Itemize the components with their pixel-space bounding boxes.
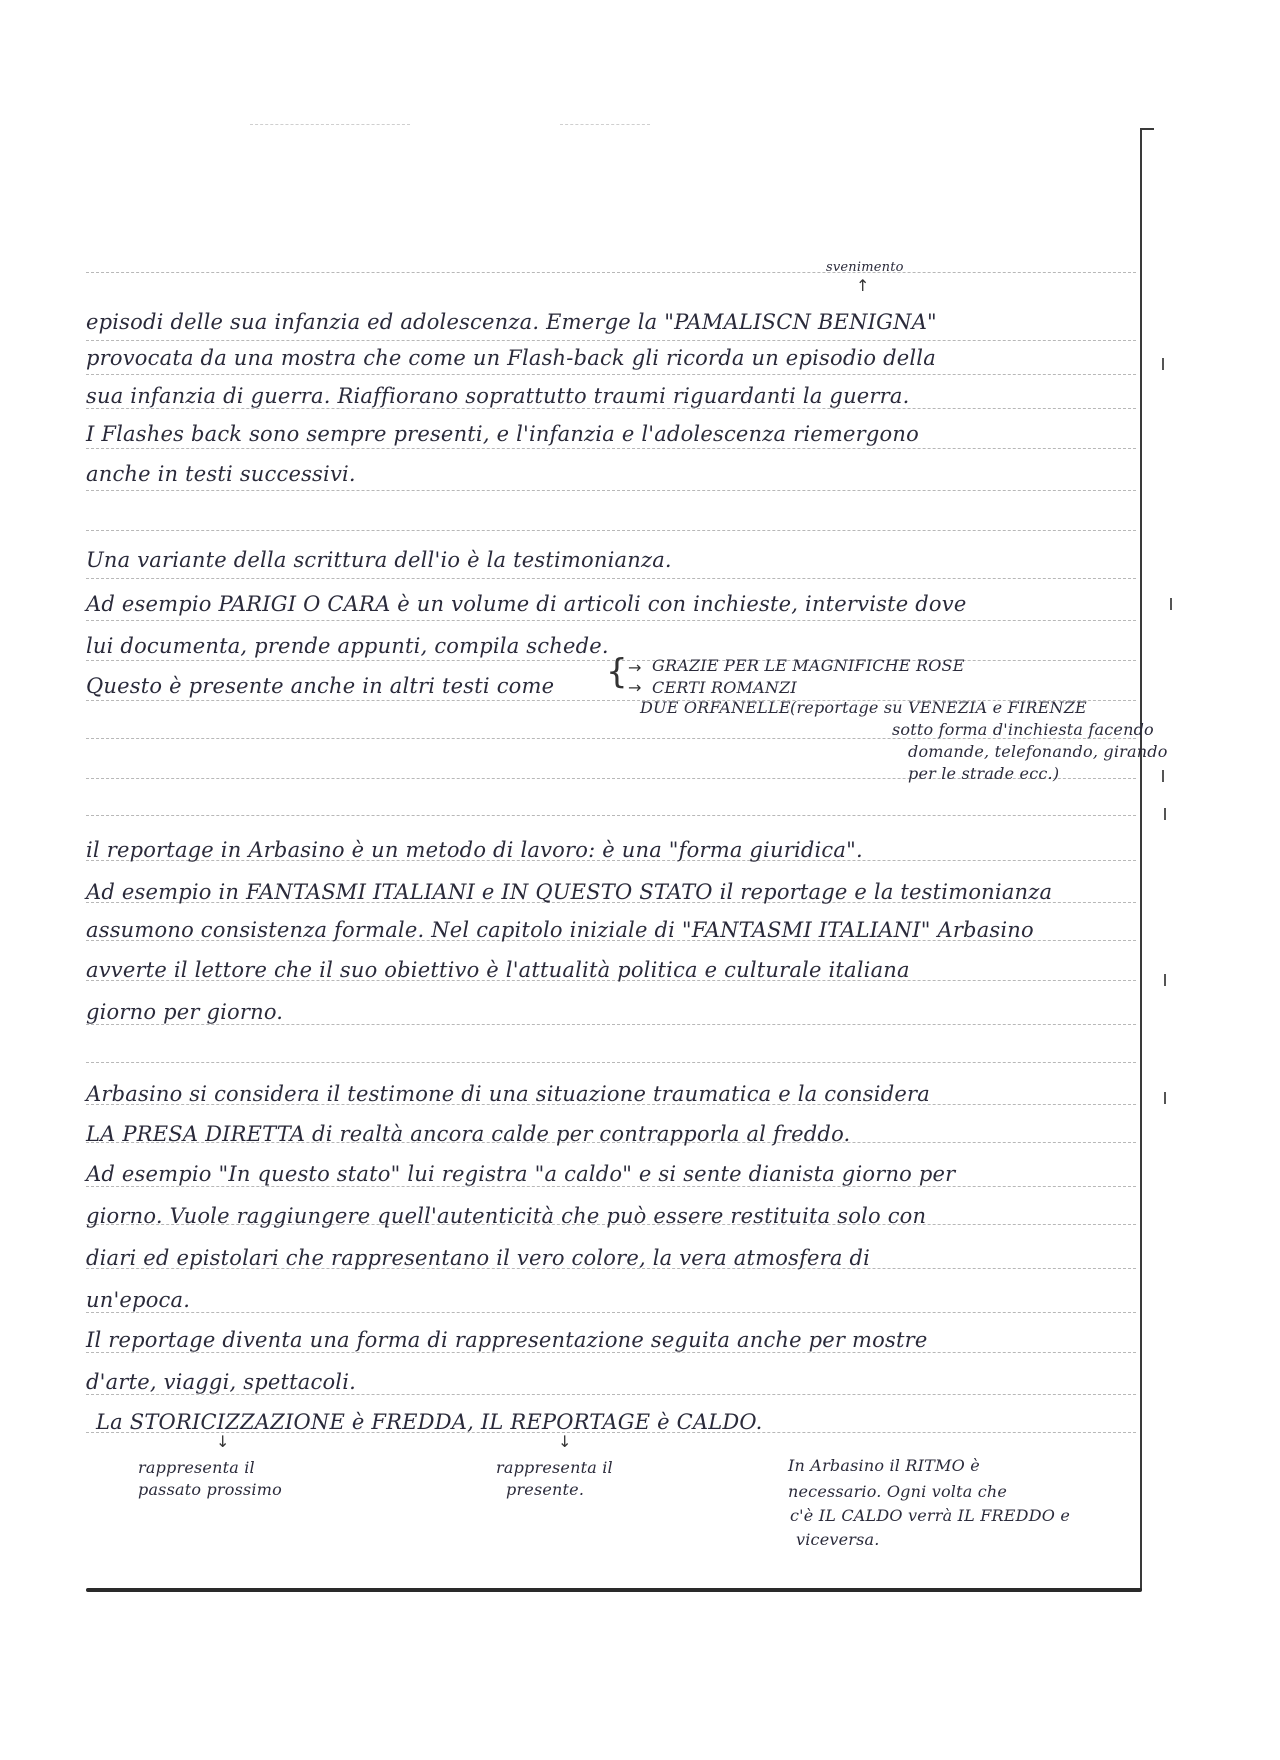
ruled-line xyxy=(86,1394,1136,1395)
margin-rule xyxy=(1140,130,1142,1590)
example-note: (reportage su VENEZIA e FIRENZE xyxy=(790,698,1087,717)
example-note: domande, telefonando, girando xyxy=(908,742,1168,761)
text-line: d'arte, viaggi, spettacoli. xyxy=(86,1370,357,1394)
example-note: sotto forma d'inchiesta facendo xyxy=(892,720,1154,739)
ruled-line xyxy=(250,124,410,125)
text-line: Arbasino si considera il testimone di una situazione traumatica e la considera xyxy=(86,1082,930,1106)
margin-tick xyxy=(1162,358,1164,370)
ruled-line xyxy=(86,408,1136,409)
margin-tick xyxy=(1164,808,1166,820)
ruled-line xyxy=(86,1312,1136,1313)
footnote-left: passato prossimo xyxy=(138,1480,282,1499)
text-line: Questo è presente anche in altri testi come xyxy=(86,674,555,698)
example-note: per le strade ecc.) xyxy=(908,764,1060,783)
footnote-right: c'è IL CALDO verrà IL FREDDO e xyxy=(790,1506,1071,1525)
text-line: provocata da una mostra che come un Flash-back gli ricorda un episodio della xyxy=(86,346,936,370)
ruled-line xyxy=(86,490,1136,491)
ruled-line xyxy=(86,815,1136,816)
example-title: DUE ORFANELLE xyxy=(640,698,791,717)
ruled-line xyxy=(86,272,1136,273)
margin-tick xyxy=(1162,770,1164,782)
footnote-right: necessario. Ogni volta che xyxy=(788,1482,1008,1501)
example-title: CERTI ROMANZI xyxy=(652,678,797,697)
text-line: assumono consistenza formale. Nel capitolo iniziale di "FANTASMI ITALIANI" Arbasino xyxy=(86,918,1034,942)
text-line: Ad esempio PARIGI O CARA è un volume di articoli con inchieste, interviste dove xyxy=(86,592,967,616)
text-line: avverte il lettore che il suo obiettivo è l'attualità politica e culturale italiana xyxy=(86,958,910,982)
text-line: I Flashes back sono sempre presenti, e l'infanzia e l'adolescenza riemergono xyxy=(86,422,919,446)
margin-rule-top xyxy=(1140,128,1154,130)
footnote-middle: presente. xyxy=(506,1480,585,1499)
bottom-rule xyxy=(86,1588,1142,1592)
margin-tick xyxy=(1164,1092,1166,1104)
example-title: GRAZIE PER LE MAGNIFICHE ROSE xyxy=(652,656,965,675)
arrow-down-icon: ↓ xyxy=(216,1432,230,1451)
margin-note: svenimento xyxy=(826,260,904,275)
ruled-line xyxy=(560,124,650,125)
ruled-line xyxy=(86,1024,1136,1025)
margin-tick xyxy=(1164,974,1166,986)
text-line: lui documenta, prende appunti, compila schede. xyxy=(86,634,609,658)
footnote-left: rappresenta il xyxy=(138,1458,255,1477)
ruled-line xyxy=(86,374,1136,375)
footnote-right: In Arbasino il RITMO è xyxy=(788,1456,980,1475)
ruled-line xyxy=(86,1062,1136,1063)
arrow-right-icon: → xyxy=(628,658,642,677)
text-line: LA PRESA DIRETTA di realtà ancora calde per contrapporla al freddo. xyxy=(86,1122,851,1146)
margin-tick xyxy=(1170,598,1172,610)
ruled-line xyxy=(86,620,1136,621)
text-line: un'epoca. xyxy=(86,1288,191,1312)
text-line: Il reportage diventa una forma di rappresentazione seguita anche per mostre xyxy=(86,1328,928,1352)
text-line: giorno per giorno. xyxy=(86,1000,284,1024)
footnote-right: viceversa. xyxy=(796,1530,880,1549)
ruled-line xyxy=(86,1186,1136,1187)
ruled-line xyxy=(86,530,1136,531)
arrow-right-icon: → xyxy=(628,678,642,697)
text-line: Ad esempio "In questo stato" lui registra "a caldo" e si sente dianista giorno per xyxy=(86,1162,956,1186)
footnote-middle: rappresenta il xyxy=(496,1458,613,1477)
text-line: Una variante della scrittura dell'io è la testimonianza. xyxy=(86,548,672,572)
text-line: anche in testi successivi. xyxy=(86,462,356,486)
ruled-line xyxy=(86,578,1136,579)
text-line: diari ed epistolari che rappresentano il vero colore, la vera atmosfera di xyxy=(86,1246,871,1270)
brace-icon: { xyxy=(606,652,628,692)
text-line: giorno. Vuole raggiungere quell'autenticità che può essere restituita solo con xyxy=(86,1204,927,1228)
ruled-line xyxy=(86,448,1136,449)
text-line: episodi delle sua infanzia ed adolescenza. Emerge la "PAMALISCN BENIGNA" xyxy=(86,310,937,334)
arrow-up-icon: ↑ xyxy=(856,276,870,295)
arrow-down-icon: ↓ xyxy=(558,1432,572,1451)
text-line: il reportage in Arbasino è un metodo di lavoro: è una "forma giuridica". xyxy=(86,838,863,862)
text-line: La STORICIZZAZIONE è FREDDA, IL REPORTAGE è CALDO. xyxy=(96,1410,763,1434)
text-line: sua infanzia di guerra. Riaffiorano soprattutto traumi riguardanti la guerra. xyxy=(86,384,910,408)
ruled-line xyxy=(86,340,1136,341)
ruled-line xyxy=(86,1352,1136,1353)
text-line: Ad esempio in FANTASMI ITALIANI e IN QUESTO STATO il reportage e la testimonianza xyxy=(86,880,1053,904)
